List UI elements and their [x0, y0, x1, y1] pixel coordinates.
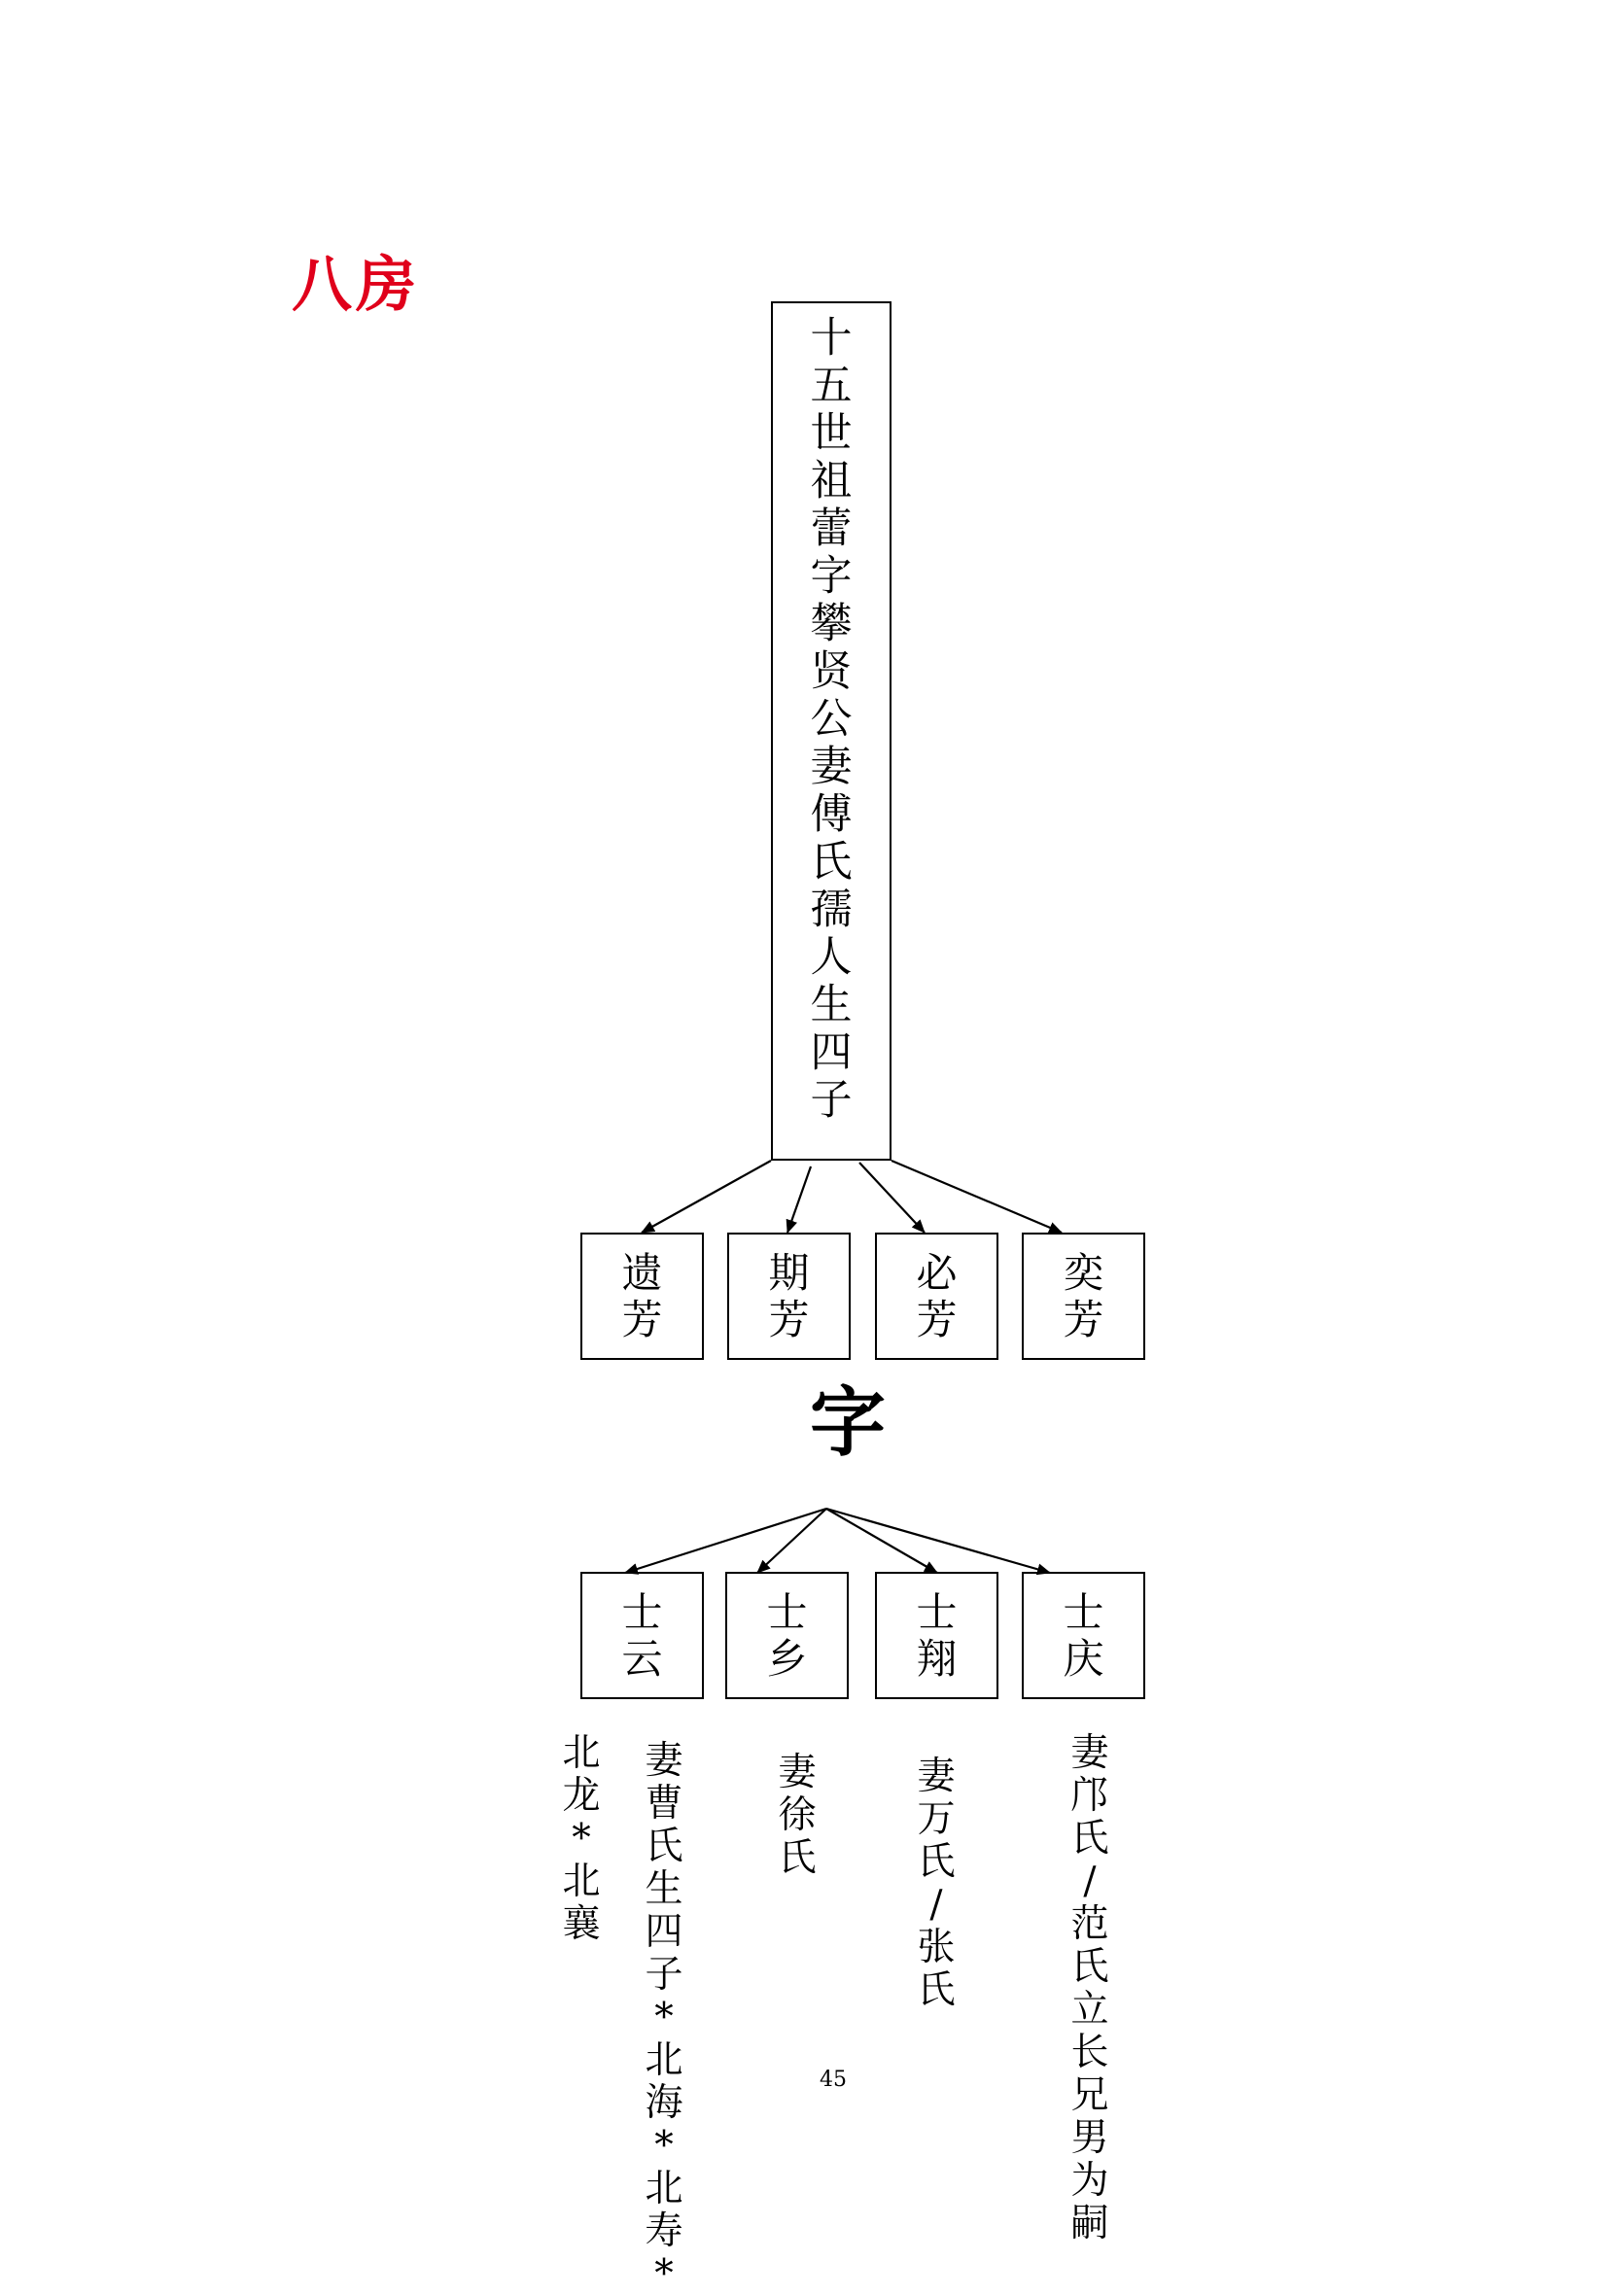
gen1-box-4 — [1022, 1233, 1145, 1360]
gen2-name-2: 士 乡 — [766, 1587, 808, 1683]
note-column-5 — [1067, 1732, 1112, 2245]
arrow-to-shixiang2 — [826, 1509, 937, 1573]
gen1-box-2 — [727, 1233, 851, 1360]
gen2-name-4: 士 庆 — [1063, 1587, 1104, 1683]
ancestor-box — [771, 301, 891, 1161]
connector-character: 字 — [810, 1378, 887, 1467]
gen1-name-4: 奕 芳 — [1063, 1248, 1104, 1343]
gen2-box-1 — [580, 1572, 704, 1699]
arrow-to-shiyun — [625, 1509, 826, 1573]
note-5: 妻 邝 氏 / 范 氏 立 长 兄 男 为 嗣 — [1070, 1731, 1109, 2245]
section-title: 八房 — [292, 249, 421, 320]
gen1-name-2: 期 芳 — [768, 1248, 810, 1343]
gen2-box-4 — [1022, 1572, 1145, 1699]
note-column-4 — [914, 1756, 959, 2012]
note-column-1 — [559, 1732, 604, 1946]
note-4: 妻 万 氏 / 张 氏 — [917, 1755, 956, 2012]
arrow-to-shixiang — [757, 1509, 826, 1573]
arrow-to-yifang2 — [891, 1161, 1062, 1233]
note-2: 妻 曹 氏 生 四 子 * 北 海 * 北 寿 * — [645, 1739, 683, 2296]
arrow-to-shiqing — [826, 1509, 1050, 1573]
arrow-to-qifang — [787, 1166, 811, 1233]
gen1-name-3: 必 芳 — [916, 1248, 958, 1343]
gen2-name-1: 士 云 — [621, 1587, 663, 1683]
note-column-3 — [775, 1752, 820, 1880]
gen1-box-3 — [875, 1233, 998, 1360]
note-3: 妻 徐 氏 — [778, 1751, 817, 1880]
arrow-to-yifang — [642, 1161, 771, 1233]
gen2-name-3: 士 翔 — [916, 1587, 958, 1683]
gen2-box-3 — [875, 1572, 998, 1699]
arrow-to-bifang — [859, 1163, 925, 1233]
gen1-name-1: 遗 芳 — [621, 1248, 663, 1343]
note-1: 北 龙 * 北 襄 — [562, 1731, 601, 1946]
page-number: 45 — [820, 2068, 847, 2092]
gen1-box-1 — [580, 1233, 704, 1360]
gen2-box-2 — [725, 1572, 849, 1699]
ancestor-text: 十 五 世 祖 蕾 字 攀 贤 公 妻 傅 氏 孺 人 生 四 子 — [810, 314, 853, 1125]
note-column-2 — [642, 1740, 686, 2296]
